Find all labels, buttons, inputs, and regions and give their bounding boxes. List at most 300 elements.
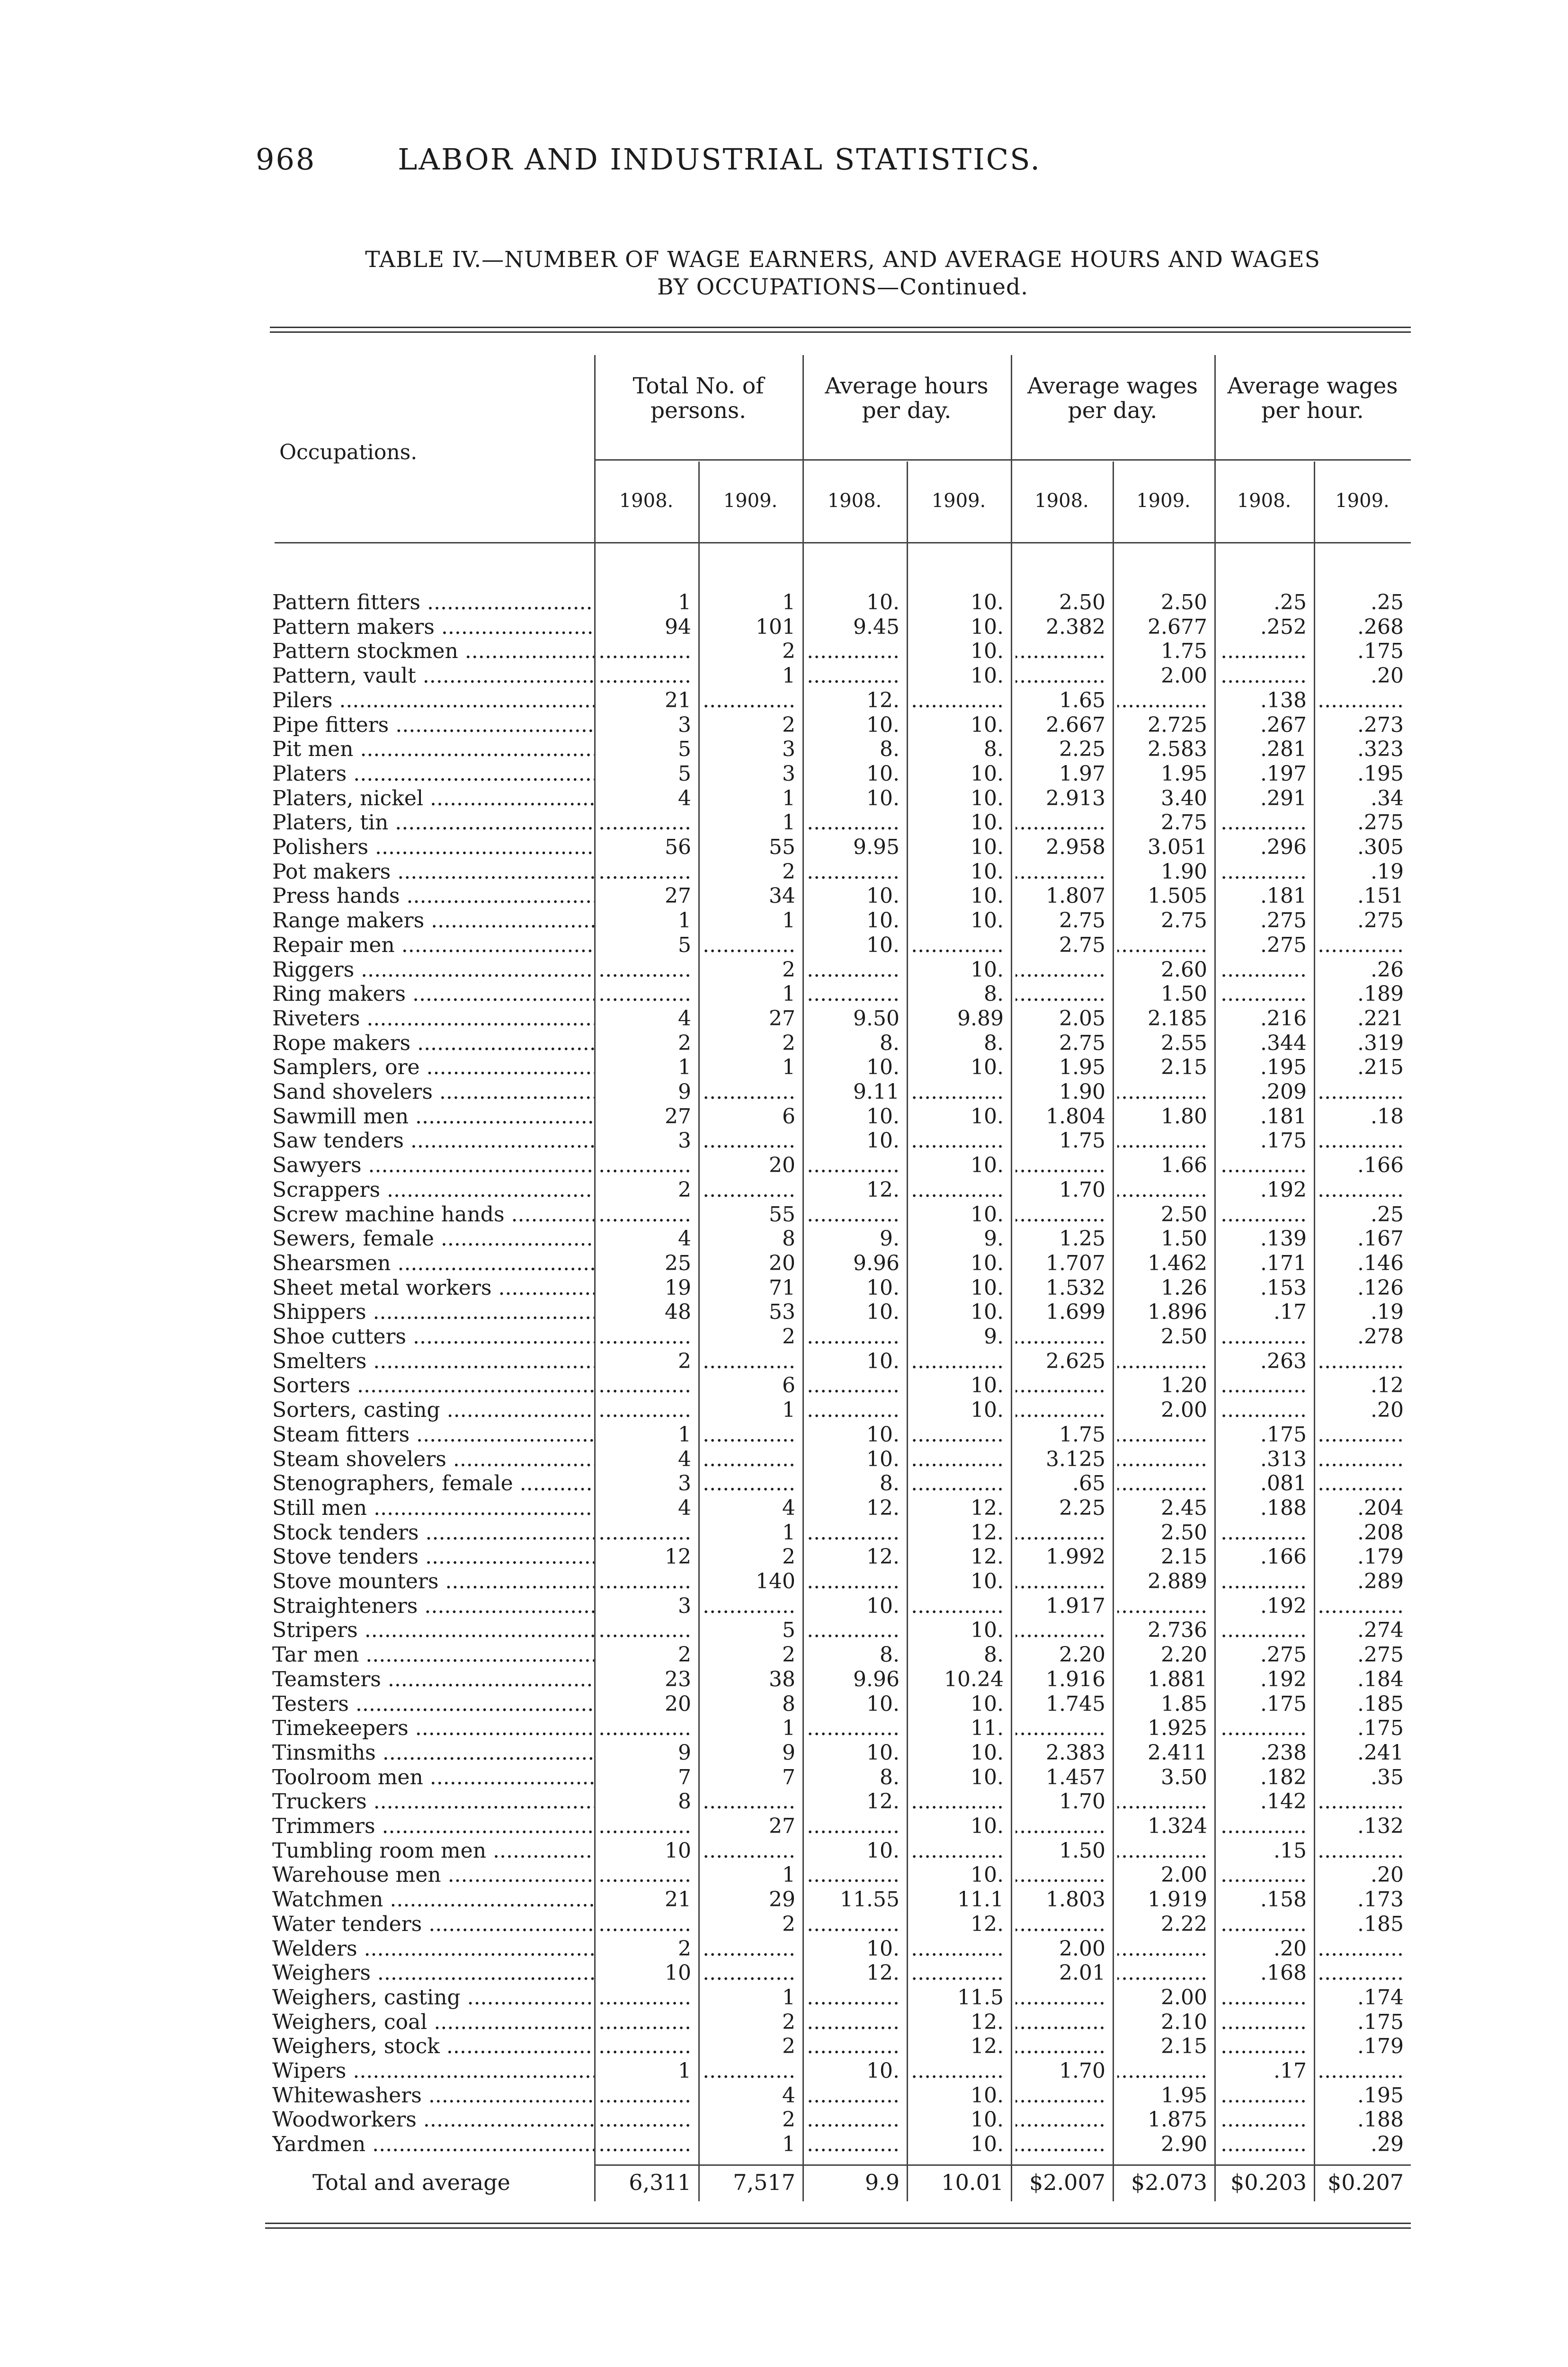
table-cell: .275 [1260, 1643, 1307, 1667]
table-cell [1016, 1569, 1105, 1593]
occupation-name: Weighers, stock ..... [272, 2034, 594, 2058]
table-cell [1319, 933, 1404, 957]
table-cell: .238 [1260, 1740, 1307, 1765]
table-cell [1319, 1594, 1404, 1618]
table-cell [599, 664, 691, 688]
table-cell: 4 [782, 2083, 795, 2108]
table-cell: 101 [756, 614, 795, 639]
table-cell: .192 [1260, 1177, 1307, 1202]
table-cell: 2.15 [1161, 1055, 1207, 1080]
table-cell [807, 958, 900, 982]
table-cell: .274 [1357, 1618, 1404, 1643]
table-cell: 1.50 [1161, 982, 1207, 1006]
table-row [0, 1447, 1568, 1472]
table-cell: .166 [1260, 1545, 1307, 1569]
table-cell: .181 [1260, 1104, 1307, 1129]
table-cell [911, 1471, 1004, 1495]
table-cell [1319, 688, 1404, 712]
table-cell: 10. [866, 908, 900, 933]
table-cell: 8. [984, 737, 1004, 762]
table-cell: .268 [1357, 614, 1404, 639]
table-row [0, 1692, 1568, 1717]
table-row [0, 1178, 1568, 1202]
occupation-name: Stove mounters ..... [272, 1569, 594, 1593]
table-cell: 10. [866, 786, 900, 810]
table-cell: 4 [678, 1006, 691, 1031]
table-cell: 2.90 [1161, 2132, 1207, 2157]
table-cell: 10. [971, 1055, 1004, 1080]
table-cell: 10. [971, 1691, 1004, 1716]
table-cell: 2.583 [1148, 737, 1207, 762]
table-cell [911, 1178, 1004, 1202]
table-row [0, 2132, 1568, 2157]
table-cell: 9.96 [853, 1251, 900, 1275]
table-cell [807, 2132, 900, 2156]
occupation-name: Ring makers ..... [272, 982, 594, 1006]
table-cell: .15 [1274, 1838, 1307, 1863]
table-cell [703, 2059, 795, 2083]
table-cell: 2.383 [1046, 1740, 1105, 1765]
table-cell [1117, 1839, 1207, 1863]
table-cell: 9.50 [853, 1006, 900, 1031]
table-cell: 10. [971, 2132, 1004, 2157]
table-cell: 1.532 [1046, 1275, 1105, 1300]
table-cell: 12. [971, 1520, 1004, 1545]
table-cell [1319, 1423, 1404, 1447]
occupation-name: Trimmers ..... [272, 1814, 594, 1838]
table-row [0, 1055, 1568, 1080]
occupation-name: Shippers ..... [272, 1300, 594, 1324]
table-cell [1219, 1398, 1307, 1422]
table-cell [1319, 2059, 1404, 2083]
table-cell: 1.875 [1148, 2108, 1207, 2132]
table-cell: 11.5 [957, 1985, 1004, 2010]
table-cell: .195 [1357, 2083, 1404, 2108]
table-cell: 2.75 [1059, 908, 1105, 933]
table-cell: .25 [1371, 590, 1404, 614]
table-cell: 1.95 [1059, 1055, 1105, 1080]
table-cell: 5 [678, 737, 691, 762]
table-cell: 9.95 [853, 835, 900, 859]
table-cell: 10. [971, 2108, 1004, 2132]
occupation-name: Platers ..... [272, 762, 594, 786]
table-row [0, 982, 1568, 1006]
table-row [0, 1325, 1568, 1349]
table-cell: 2.958 [1046, 835, 1105, 859]
table-cell: 2.22 [1161, 1912, 1207, 1936]
occupation-name: Stenographers, female ..... [272, 1471, 594, 1495]
occupation-name: Testers ..... [272, 1692, 594, 1716]
table-cell: 10. [866, 590, 900, 614]
table-row [0, 1496, 1568, 1521]
total-cell: 6,311 [629, 2170, 691, 2195]
table-cell: 27 [769, 1814, 795, 1838]
header-wages-day: Average wages per day. [1027, 373, 1198, 424]
table-cell [1319, 1129, 1404, 1153]
year-header: 1909. [931, 490, 986, 512]
table-cell: 1.70 [1059, 2059, 1105, 2083]
table-cell: 23 [665, 1667, 691, 1691]
table-cell: 2.20 [1161, 1643, 1207, 1667]
table-cell [1117, 1129, 1207, 1153]
occupation-name: Shearsmen ..... [272, 1251, 594, 1275]
table-row [0, 1716, 1568, 1741]
table-cell [599, 1153, 691, 1177]
table-cell: .20 [1371, 1863, 1404, 1887]
table-cell: 2.15 [1161, 2034, 1207, 2059]
table-cell: .275 [1357, 908, 1404, 933]
table-cell: .267 [1260, 712, 1307, 737]
table-cell: .275 [1357, 810, 1404, 835]
total-label: Total and average [312, 2170, 510, 2195]
table-cell: 2.50 [1059, 590, 1105, 614]
table-cell [1016, 1814, 1105, 1838]
table-cell [599, 1716, 691, 1740]
table-cell: 34 [769, 884, 795, 908]
table-row [0, 2034, 1568, 2059]
table-cell [1219, 1569, 1307, 1593]
table-cell: 48 [665, 1300, 691, 1325]
table-cell: .138 [1260, 688, 1307, 712]
table-cell: 10. [971, 786, 1004, 810]
table-cell [1319, 1961, 1404, 1985]
table-cell [1117, 688, 1207, 712]
table-cell: 10. [866, 761, 900, 786]
table-cell [1117, 1080, 1207, 1104]
table-cell [1117, 1961, 1207, 1985]
occupation-name: Stock tenders ..... [272, 1521, 594, 1545]
bottom-rule-inner [265, 2227, 1411, 2229]
table-cell: 19 [665, 1275, 691, 1300]
occupation-name: Riggers ..... [272, 958, 594, 982]
table-cell: 1 [678, 1422, 691, 1447]
table-cell: 12. [971, 1495, 1004, 1520]
table-cell [807, 1521, 900, 1545]
table-row [0, 786, 1568, 811]
table-cell: 3 [782, 761, 795, 786]
table-cell: 10. [971, 1398, 1004, 1423]
occupation-name: Stove tenders ..... [272, 1545, 594, 1569]
table-cell: .278 [1357, 1325, 1404, 1349]
table-cell: 12. [971, 1545, 1004, 1569]
table-cell: .188 [1357, 2108, 1404, 2132]
table-cell: 20 [769, 1153, 795, 1178]
table-cell: .081 [1260, 1471, 1307, 1496]
table-row [0, 1227, 1568, 1251]
table-cell: 21 [665, 1887, 691, 1912]
table-cell: 10. [971, 712, 1004, 737]
table-row [0, 1937, 1568, 1961]
table-row [0, 1031, 1568, 1056]
table-cell: 12. [971, 2034, 1004, 2059]
table-cell: .168 [1260, 1961, 1307, 1985]
table-cell: .132 [1357, 1814, 1404, 1838]
occupation-name: Sand shovelers ..... [272, 1080, 594, 1104]
occupation-name: Toolroom men ..... [272, 1765, 594, 1789]
table-cell: 10. [866, 1055, 900, 1080]
table-cell: .153 [1260, 1275, 1307, 1300]
table-cell: 5 [678, 761, 691, 786]
table-cell [1219, 1814, 1307, 1838]
table-cell [807, 860, 900, 884]
table-cell: 1.896 [1148, 1300, 1207, 1325]
table-cell: .25 [1274, 590, 1307, 614]
total-cell: $0.203 [1230, 2170, 1307, 2195]
table-cell: 10. [971, 1863, 1004, 1887]
total-cell: 10.01 [941, 2170, 1004, 2195]
table-cell: .151 [1357, 884, 1404, 908]
table-cell [1016, 1373, 1105, 1397]
occupation-name: Teamsters ..... [272, 1667, 594, 1691]
table-cell [1117, 1594, 1207, 1618]
table-cell: 2 [782, 1912, 795, 1936]
table-cell [599, 958, 691, 982]
table-cell: 10. [971, 859, 1004, 884]
table-cell: 8. [880, 1031, 900, 1055]
table-cell: .18 [1371, 1104, 1404, 1129]
table-cell: 11. [971, 1716, 1004, 1741]
table-row [0, 1765, 1568, 1790]
table-cell [807, 2034, 900, 2058]
table-cell: 9.11 [853, 1080, 900, 1104]
occupation-name: Weighers, casting ..... [272, 1985, 594, 2010]
table-cell: .139 [1260, 1227, 1307, 1251]
occupation-name: Platers, nickel ..... [272, 786, 594, 810]
table-cell: 2 [782, 2034, 795, 2059]
table-cell [911, 1839, 1004, 1863]
table-cell: 12. [866, 1961, 900, 1985]
table-cell: 55 [769, 835, 795, 859]
header-average-hours: Average hours per day. [825, 373, 989, 424]
table-cell [703, 1129, 795, 1153]
table-row [0, 1569, 1568, 1594]
table-cell: 4 [782, 1495, 795, 1520]
table-cell [807, 2083, 900, 2108]
table-cell [1016, 1153, 1105, 1177]
table-cell: .175 [1260, 1691, 1307, 1716]
table-cell [599, 639, 691, 663]
table-cell: 9.96 [853, 1667, 900, 1691]
header-wages-hour: Average wages per hour. [1227, 373, 1398, 424]
table-cell: .173 [1357, 1887, 1404, 1912]
table-row [0, 1006, 1568, 1031]
table-cell [1117, 1471, 1207, 1495]
table-cell: 10. [971, 1104, 1004, 1129]
table-cell [599, 1373, 691, 1397]
table-cell: 71 [769, 1275, 795, 1300]
table-row [0, 1104, 1568, 1129]
table-row [0, 1251, 1568, 1276]
table-cell: 1.90 [1059, 1080, 1105, 1104]
table-cell: .167 [1357, 1227, 1404, 1251]
table-cell [1319, 1937, 1404, 1961]
occupation-name: Pit men ..... [272, 737, 594, 761]
table-row [0, 1349, 1568, 1374]
table-cell: 1.70 [1059, 1177, 1105, 1202]
occupation-name: Repair men ..... [272, 933, 594, 957]
table-cell [1219, 1373, 1307, 1397]
table-cell: 1.916 [1046, 1667, 1105, 1691]
table-cell [1016, 2108, 1105, 2132]
table-cell [599, 1985, 691, 2010]
table-cell: 10. [866, 1129, 900, 1153]
table-cell: 10. [971, 1765, 1004, 1789]
table-cell: 9 [678, 1740, 691, 1765]
table-cell [807, 810, 900, 835]
table-cell [599, 1814, 691, 1838]
table-row [0, 884, 1568, 908]
table-cell: 55 [769, 1202, 795, 1227]
table-cell: 2.75 [1161, 810, 1207, 835]
table-cell: .35 [1371, 1765, 1404, 1789]
table-row [0, 810, 1568, 835]
table-cell: 20 [665, 1691, 691, 1716]
bottom-rule [265, 2223, 1411, 2224]
table-cell: 10. [866, 933, 900, 957]
header-total-persons: Total No. of persons. [633, 373, 764, 424]
table-cell: 2 [782, 1643, 795, 1667]
table-row [0, 615, 1568, 640]
table-cell [1319, 1839, 1404, 1863]
table-cell: .29 [1371, 2132, 1404, 2157]
table-cell: .175 [1260, 1422, 1307, 1447]
table-cell: .197 [1260, 761, 1307, 786]
table-cell [1016, 639, 1105, 663]
table-cell: 1.26 [1161, 1275, 1207, 1300]
table-cell [807, 1153, 900, 1177]
table-cell [911, 1080, 1004, 1104]
table-cell: .17 [1274, 2059, 1307, 2083]
table-cell: 1 [782, 590, 795, 614]
table-cell [1016, 1202, 1105, 1227]
table-cell: 2.50 [1161, 1520, 1207, 1545]
table-cell: 2.913 [1046, 786, 1105, 810]
table-cell: 1 [782, 2132, 795, 2157]
table-cell [1117, 1447, 1207, 1471]
total-cell: 7,517 [733, 2170, 795, 2195]
table-row [0, 2010, 1568, 2035]
table-cell: 10. [866, 1422, 900, 1447]
table-cell: .25 [1371, 1202, 1404, 1227]
table-cell: 12. [866, 1545, 900, 1569]
year-header: 1909. [1335, 490, 1390, 512]
table-cell: 10. [971, 908, 1004, 933]
table-cell [703, 1349, 795, 1373]
table-cell [1219, 860, 1307, 884]
table-cell: .175 [1260, 1129, 1307, 1153]
table-cell [1016, 1912, 1105, 1936]
table-cell [1219, 639, 1307, 663]
table-cell [1319, 1349, 1404, 1373]
occupation-name: Screw machine hands ..... [272, 1202, 594, 1227]
occupation-name: Yardmen ..... [272, 2132, 594, 2156]
table-cell: 10. [971, 590, 1004, 614]
table-cell: .185 [1357, 1912, 1404, 1936]
table-cell [807, 1202, 900, 1227]
table-cell [1016, 1716, 1105, 1740]
table-cell: 9 [678, 1080, 691, 1104]
table-cell: 2.25 [1059, 737, 1105, 762]
table-cell: 3 [678, 712, 691, 737]
table-cell [807, 1569, 900, 1593]
table-cell: .166 [1357, 1153, 1404, 1178]
table-cell: 10. [971, 957, 1004, 982]
table-cell [1117, 2059, 1207, 2083]
table-cell: .305 [1357, 835, 1404, 859]
table-cell: 2 [782, 2010, 795, 2034]
table-cell: 12. [866, 1789, 900, 1814]
table-cell: 29 [769, 1887, 795, 1912]
table-cell [1117, 1937, 1207, 1961]
table-cell: .158 [1260, 1887, 1307, 1912]
table-cell: 1.97 [1059, 761, 1105, 786]
table-cell: 10. [971, 810, 1004, 835]
top-rule [270, 327, 1411, 328]
table-cell [599, 2132, 691, 2156]
table-cell: 1.75 [1161, 639, 1207, 664]
table-cell [1117, 1789, 1207, 1814]
table-cell [1016, 810, 1105, 835]
table-cell: .185 [1357, 1691, 1404, 1716]
table-cell: 9 [782, 1740, 795, 1765]
table-cell: 10. [866, 1104, 900, 1129]
table-cell [1219, 2034, 1307, 2058]
table-cell: 10. [971, 884, 1004, 908]
occupation-name: Pattern stockmen ..... [272, 639, 594, 663]
table-cell: 9. [880, 1227, 900, 1251]
year-header: 1908. [827, 490, 882, 512]
table-cell: 2.411 [1148, 1740, 1207, 1765]
table-cell: 5 [678, 933, 691, 957]
table-cell [1117, 933, 1207, 957]
occupation-name: Sawyers ..... [272, 1153, 594, 1177]
table-row [0, 1153, 1568, 1178]
table-cell: 1.324 [1148, 1814, 1207, 1838]
table-cell [703, 1080, 795, 1104]
table-cell: 1.80 [1161, 1104, 1207, 1129]
table-cell [911, 688, 1004, 712]
table-cell: 3.051 [1148, 835, 1207, 859]
table-cell [1016, 2010, 1105, 2034]
table-cell: 27 [769, 1006, 795, 1031]
table-cell: 10. [866, 1838, 900, 1863]
table-cell: .263 [1260, 1349, 1307, 1373]
table-cell [703, 688, 795, 712]
table-cell [1219, 2108, 1307, 2132]
table-cell: 2.01 [1059, 1961, 1105, 1985]
table-row [0, 2083, 1568, 2108]
table-cell: 8. [880, 1643, 900, 1667]
table-cell: 1.66 [1161, 1153, 1207, 1178]
table-cell [1219, 1153, 1307, 1177]
table-cell: .19 [1371, 859, 1404, 884]
table-row [0, 1814, 1568, 1839]
table-cell: 12. [866, 1177, 900, 1202]
table-cell: 3 [678, 1129, 691, 1153]
table-cell: 2.05 [1059, 1006, 1105, 1031]
table-cell: 6 [782, 1104, 795, 1129]
occupation-name: Platers, tin ..... [272, 810, 594, 835]
table-cell: 1.457 [1046, 1765, 1105, 1789]
table-cell: .241 [1357, 1740, 1404, 1765]
occupation-name: Range makers ..... [272, 908, 594, 933]
table-cell: .174 [1357, 1985, 1404, 2010]
table-cell: 10. [971, 1153, 1004, 1178]
table-cell: 2.667 [1046, 712, 1105, 737]
table-cell: 1.745 [1046, 1691, 1105, 1716]
table-row [0, 860, 1568, 884]
table-cell: .171 [1260, 1251, 1307, 1275]
